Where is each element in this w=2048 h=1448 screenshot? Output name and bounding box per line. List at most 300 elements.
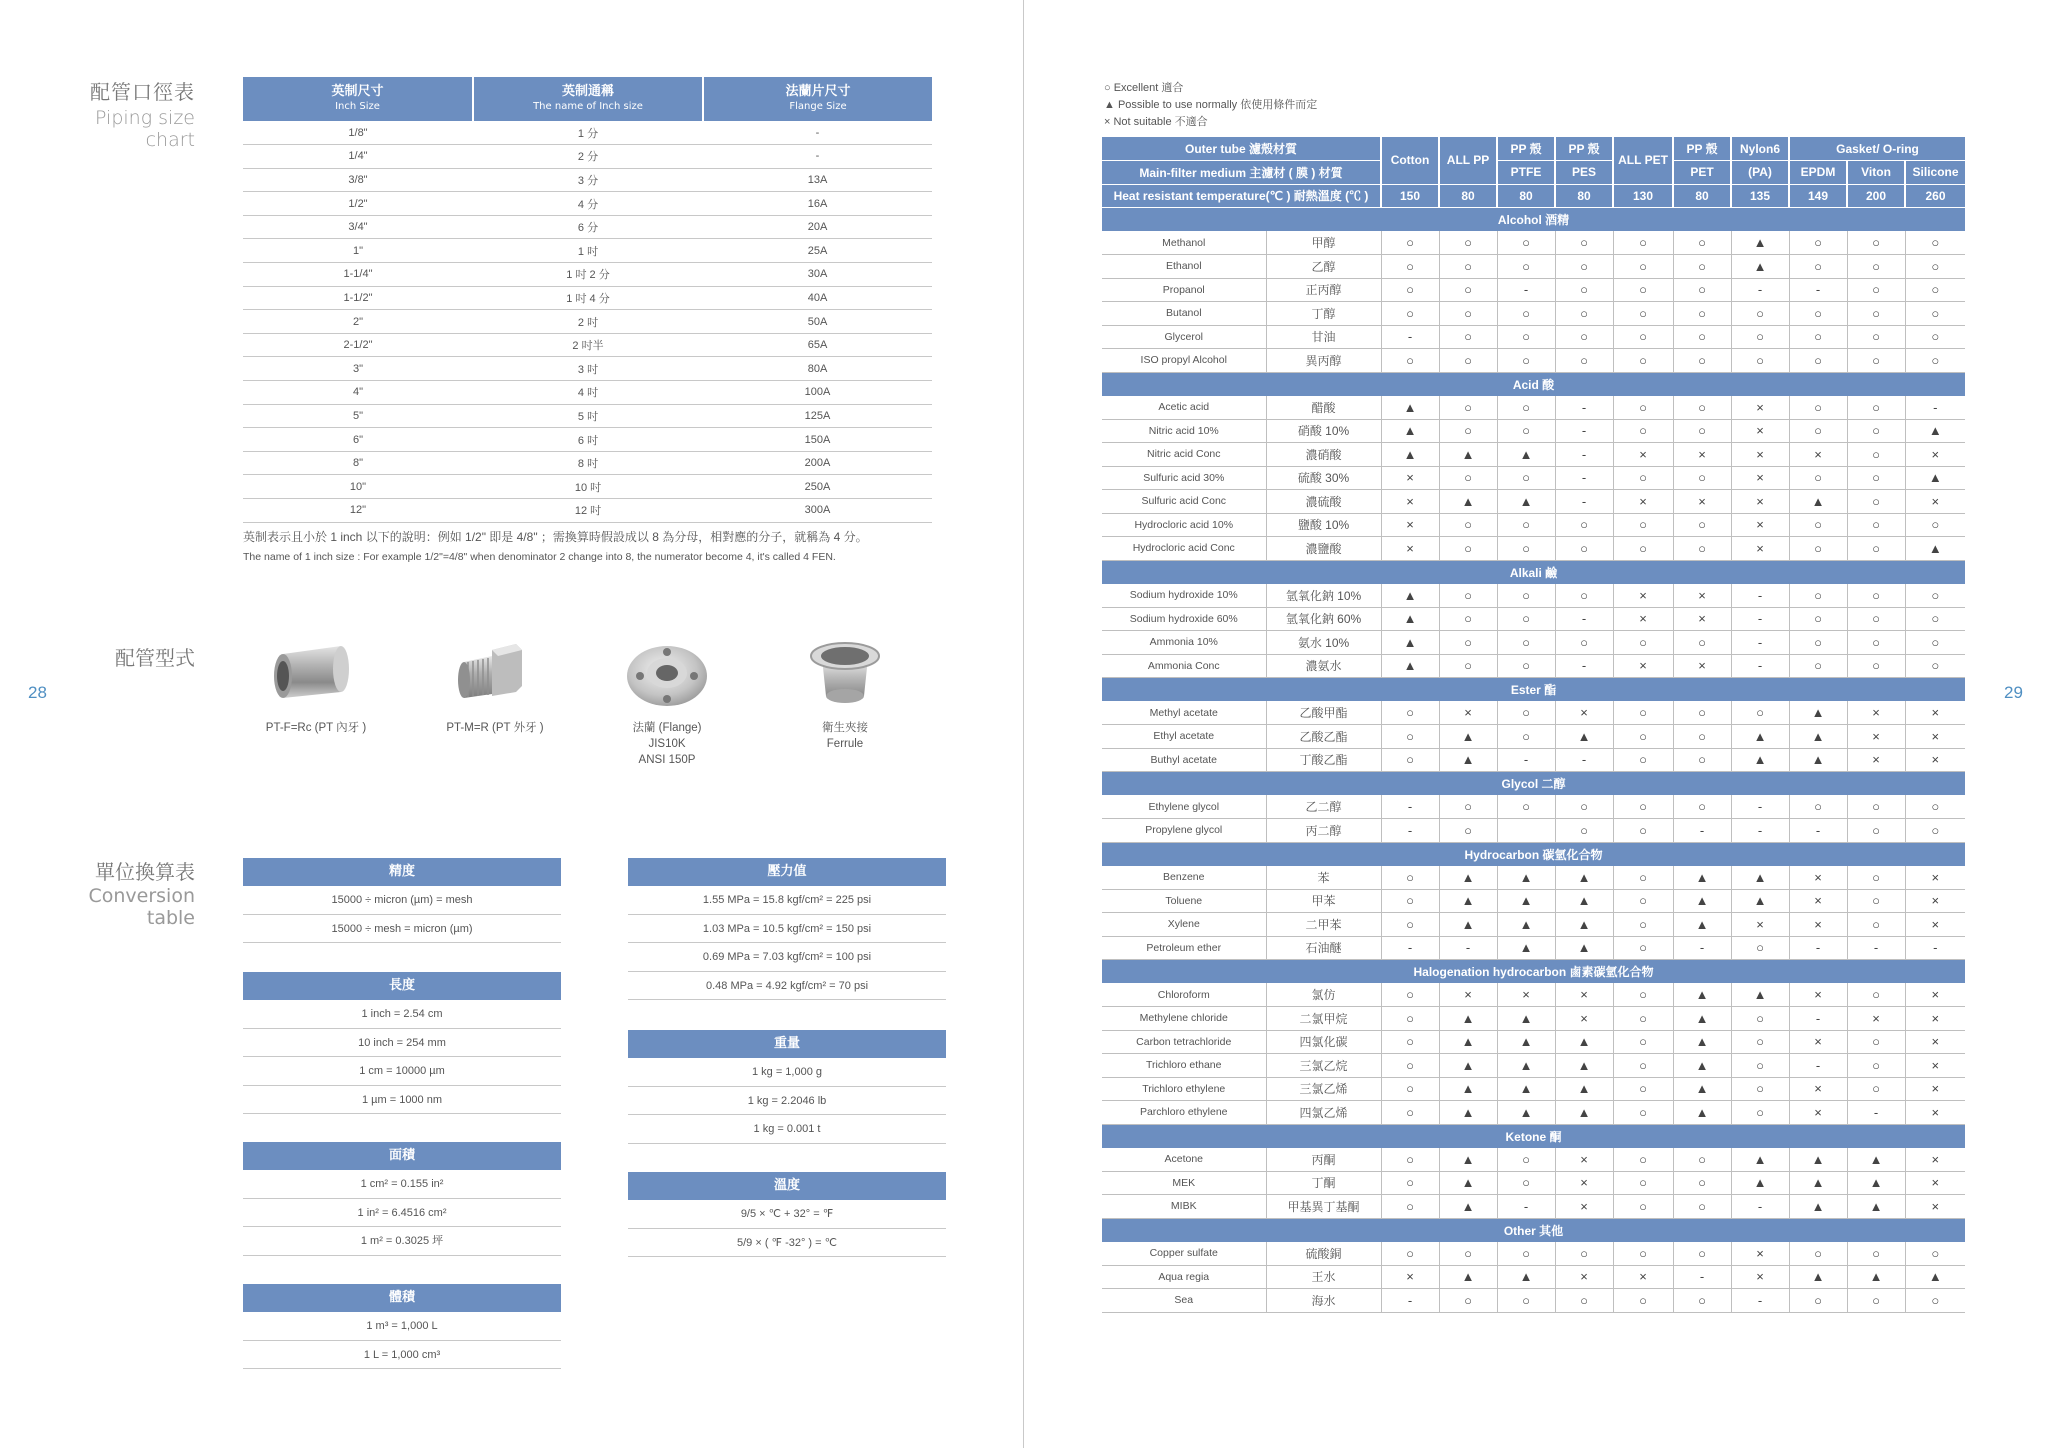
compatibility-cell: ▲ bbox=[1789, 701, 1847, 725]
compatibility-cell: ○ bbox=[1731, 701, 1789, 725]
chemical-name-en: Toluene bbox=[1102, 889, 1266, 913]
compatibility-cell: ○ bbox=[1381, 231, 1439, 255]
compatibility-cell: ○ bbox=[1439, 255, 1497, 279]
compatibility-cell: × bbox=[1497, 983, 1555, 1007]
piping-header-zh: 英制通稱 bbox=[561, 84, 614, 99]
temperature-value: 260 bbox=[1905, 184, 1965, 208]
compatibility-cell: ○ bbox=[1613, 866, 1673, 890]
compatibility-cell: ○ bbox=[1847, 396, 1905, 420]
compatibility-cell: ○ bbox=[1381, 278, 1439, 302]
compatibility-cell: ○ bbox=[1613, 1195, 1673, 1219]
main-filter-label: Main-filter medium 主濾材 ( 膜 ) 材質 bbox=[1102, 161, 1381, 185]
compatibility-cell: ○ bbox=[1439, 607, 1497, 631]
table-row bbox=[1102, 725, 1965, 749]
legend-symbol: × bbox=[1104, 116, 1114, 128]
table-cell: 3 分 bbox=[473, 168, 703, 192]
compatibility-cell: ▲ bbox=[1381, 607, 1439, 631]
compatibility-cell: ▲ bbox=[1555, 1054, 1613, 1078]
chemical-compatibility-table bbox=[1102, 137, 1965, 1313]
table-row bbox=[1102, 1101, 1965, 1125]
compatibility-cell: × bbox=[1731, 466, 1789, 490]
compatibility-cell: ○ bbox=[1497, 631, 1555, 655]
compatibility-cell: ○ bbox=[1673, 302, 1731, 326]
compatibility-cell: ○ bbox=[1381, 889, 1439, 913]
compatibility-cell: ○ bbox=[1439, 419, 1497, 443]
legend-text: Excellent 適合 bbox=[1113, 82, 1184, 94]
compatibility-cell: - bbox=[1381, 325, 1439, 349]
compatibility-cell: ○ bbox=[1847, 654, 1905, 678]
compatibility-cell: - bbox=[1905, 396, 1965, 420]
table-row bbox=[243, 333, 932, 357]
compatibility-cell: × bbox=[1789, 443, 1847, 467]
chemical-name-en: Benzene bbox=[1102, 866, 1266, 890]
chemical-name-zh: 甲苯 bbox=[1266, 889, 1381, 913]
compatibility-cell: ○ bbox=[1847, 1242, 1905, 1266]
table-row bbox=[243, 310, 932, 334]
compatibility-cell: ○ bbox=[1613, 1171, 1673, 1195]
compatibility-cell: ○ bbox=[1613, 1148, 1673, 1172]
table-cell: 1" bbox=[243, 239, 473, 263]
compatibility-cell: × bbox=[1789, 983, 1847, 1007]
compatibility-cell: ▲ bbox=[1497, 1265, 1555, 1289]
table-row bbox=[1102, 419, 1965, 443]
chem-header-row-1 bbox=[1102, 137, 1965, 161]
compatibility-cell: ○ bbox=[1381, 349, 1439, 373]
piping-size-table bbox=[243, 77, 932, 523]
table-cell: 2-1/2" bbox=[243, 333, 473, 357]
compatibility-cell: - bbox=[1731, 278, 1789, 302]
chemical-name-zh: 乙醇 bbox=[1266, 255, 1381, 279]
conversion-row: 1 m³ = 1,000 L bbox=[243, 1312, 561, 1341]
compatibility-cell: ▲ bbox=[1731, 231, 1789, 255]
conversion-row: 0.69 MPa = 7.03 kgf/cm² = 100 psi bbox=[628, 943, 946, 972]
compatibility-cell: ○ bbox=[1555, 631, 1613, 655]
compatibility-cell: ○ bbox=[1789, 325, 1847, 349]
compatibility-cell: × bbox=[1789, 866, 1847, 890]
compatibility-cell: ○ bbox=[1439, 513, 1497, 537]
compatibility-cell: × bbox=[1905, 1171, 1965, 1195]
filter-column-header: PP 殼 bbox=[1673, 137, 1731, 161]
table-cell: 1 吋 4 分 bbox=[473, 286, 703, 310]
chemical-name-zh: 苯 bbox=[1266, 866, 1381, 890]
compatibility-cell: ▲ bbox=[1497, 1101, 1555, 1125]
table-cell: 3" bbox=[243, 357, 473, 381]
compatibility-cell: ▲ bbox=[1673, 889, 1731, 913]
table-cell: 25A bbox=[703, 239, 932, 263]
compatibility-cell: ○ bbox=[1673, 325, 1731, 349]
table-cell: 16A bbox=[703, 192, 932, 216]
compatibility-cell: ○ bbox=[1673, 231, 1731, 255]
compatibility-cell: ▲ bbox=[1789, 490, 1847, 514]
category-row bbox=[1102, 1124, 1965, 1148]
conversion-row: 1 m² = 0.3025 坪 bbox=[243, 1227, 561, 1256]
table-cell: 1-1/4" bbox=[243, 263, 473, 287]
compatibility-cell: ○ bbox=[1789, 1289, 1847, 1313]
chemical-name-en: Carbon tetrachloride bbox=[1102, 1030, 1266, 1054]
chemical-name-en: Parchloro ethylene bbox=[1102, 1101, 1266, 1125]
chemical-name-zh: 丙二醇 bbox=[1266, 819, 1381, 843]
filter-column-header: PP 殼 bbox=[1497, 137, 1555, 161]
table-row bbox=[243, 357, 932, 381]
compatibility-cell: - bbox=[1673, 936, 1731, 960]
compatibility-cell: ○ bbox=[1497, 1148, 1555, 1172]
conversion-row: 1 in² = 6.4516 cm² bbox=[243, 1199, 561, 1228]
compatibility-cell: ○ bbox=[1439, 278, 1497, 302]
compatibility-cell: ○ bbox=[1789, 396, 1847, 420]
conversion-row: 1 µm = 1000 nm bbox=[243, 1086, 561, 1115]
chemical-name-zh: 三氯乙烷 bbox=[1266, 1054, 1381, 1078]
compatibility-cell: ○ bbox=[1673, 1148, 1731, 1172]
chemical-name-en: Methylene chloride bbox=[1102, 1007, 1266, 1031]
table-row bbox=[1102, 466, 1965, 490]
conversion-weight bbox=[628, 1030, 946, 1144]
table-row bbox=[1102, 936, 1965, 960]
compatibility-cell: × bbox=[1731, 537, 1789, 561]
compatibility-legend bbox=[1104, 80, 1317, 131]
compatibility-cell: ▲ bbox=[1555, 913, 1613, 937]
gasket-column-header: Silicone bbox=[1905, 161, 1965, 185]
fitting-male-thread bbox=[410, 636, 580, 736]
table-row bbox=[1102, 1242, 1965, 1266]
compatibility-cell: ○ bbox=[1847, 1077, 1905, 1101]
compatibility-cell: ○ bbox=[1555, 819, 1613, 843]
conversion-row: 1 kg = 2.2046 lb bbox=[628, 1087, 946, 1116]
compatibility-cell: ▲ bbox=[1381, 584, 1439, 608]
compatibility-cell: × bbox=[1613, 1265, 1673, 1289]
filter-column-header: ALL PP bbox=[1439, 137, 1497, 184]
compatibility-cell: × bbox=[1905, 490, 1965, 514]
compatibility-cell: ○ bbox=[1555, 349, 1613, 373]
table-row bbox=[243, 499, 932, 523]
compatibility-cell: ▲ bbox=[1555, 1101, 1613, 1125]
compatibility-cell: ▲ bbox=[1439, 913, 1497, 937]
compatibility-cell: ○ bbox=[1439, 584, 1497, 608]
table-cell: 3 吋 bbox=[473, 357, 703, 381]
chemical-name-zh: 乙酸乙酯 bbox=[1266, 725, 1381, 749]
compatibility-cell: ○ bbox=[1381, 1101, 1439, 1125]
conversion-header: 體積 bbox=[243, 1284, 561, 1312]
compatibility-cell: ○ bbox=[1497, 302, 1555, 326]
chemical-name-zh: 甲醇 bbox=[1266, 231, 1381, 255]
compatibility-cell: ○ bbox=[1381, 1054, 1439, 1078]
compatibility-cell: ▲ bbox=[1497, 913, 1555, 937]
compatibility-cell: ○ bbox=[1789, 631, 1847, 655]
table-row bbox=[243, 168, 932, 192]
compatibility-cell: ○ bbox=[1905, 654, 1965, 678]
compatibility-cell: ○ bbox=[1673, 396, 1731, 420]
compatibility-cell: × bbox=[1439, 983, 1497, 1007]
compatibility-cell: ○ bbox=[1381, 701, 1439, 725]
compatibility-cell: ○ bbox=[1613, 1077, 1673, 1101]
table-cell: 1/2" bbox=[243, 192, 473, 216]
compatibility-cell: ○ bbox=[1439, 537, 1497, 561]
compatibility-cell: ○ bbox=[1789, 537, 1847, 561]
compatibility-cell: ○ bbox=[1847, 349, 1905, 373]
compatibility-cell: ○ bbox=[1731, 1101, 1789, 1125]
compatibility-cell: ○ bbox=[1731, 1054, 1789, 1078]
category-row bbox=[1102, 372, 1965, 396]
compatibility-cell: ▲ bbox=[1497, 443, 1555, 467]
filter-sub-header: PES bbox=[1555, 161, 1613, 185]
compatibility-cell: ○ bbox=[1381, 1077, 1439, 1101]
compatibility-cell: ○ bbox=[1673, 1195, 1731, 1219]
chemical-name-en: Propanol bbox=[1102, 278, 1266, 302]
chemical-name-zh: 甲基異丁基酮 bbox=[1266, 1195, 1381, 1219]
compatibility-cell: × bbox=[1673, 607, 1731, 631]
category-name: Other 其他 bbox=[1102, 1218, 1965, 1242]
compatibility-cell: ○ bbox=[1613, 1242, 1673, 1266]
table-cell: 6" bbox=[243, 428, 473, 452]
filter-sub-header: (PA) bbox=[1731, 161, 1789, 185]
chemical-name-zh: 石油醚 bbox=[1266, 936, 1381, 960]
compatibility-cell: ○ bbox=[1847, 983, 1905, 1007]
compatibility-cell: ○ bbox=[1847, 443, 1905, 467]
table-row bbox=[1102, 349, 1965, 373]
chemical-name-en: Acetone bbox=[1102, 1148, 1266, 1172]
compatibility-cell: × bbox=[1613, 443, 1673, 467]
category-name: Alkali 鹼 bbox=[1102, 560, 1965, 584]
piping-header-en: Inch Size bbox=[335, 101, 380, 112]
table-row bbox=[243, 121, 932, 145]
chemical-name-en: Aqua regia bbox=[1102, 1265, 1266, 1289]
compatibility-cell: ○ bbox=[1847, 913, 1905, 937]
compatibility-cell bbox=[1497, 819, 1555, 843]
compatibility-cell: × bbox=[1731, 419, 1789, 443]
piping-column-header bbox=[243, 77, 473, 121]
compatibility-cell: × bbox=[1381, 490, 1439, 514]
compatibility-cell: ○ bbox=[1847, 607, 1905, 631]
compatibility-cell: ○ bbox=[1497, 255, 1555, 279]
compatibility-cell: ▲ bbox=[1497, 866, 1555, 890]
compatibility-cell: ○ bbox=[1497, 584, 1555, 608]
compatibility-cell: ▲ bbox=[1731, 866, 1789, 890]
conversion-header: 溫度 bbox=[628, 1172, 946, 1200]
compatibility-cell: ○ bbox=[1905, 607, 1965, 631]
temperature-value: 80 bbox=[1555, 184, 1613, 208]
temperature-value: 130 bbox=[1613, 184, 1673, 208]
compatibility-cell: - bbox=[1555, 443, 1613, 467]
compatibility-cell: - bbox=[1731, 654, 1789, 678]
compatibility-cell: × bbox=[1613, 607, 1673, 631]
compatibility-cell: ▲ bbox=[1673, 1077, 1731, 1101]
compatibility-cell: ○ bbox=[1613, 795, 1673, 819]
conversion-section-title bbox=[40, 856, 195, 929]
compatibility-cell: ○ bbox=[1613, 1054, 1673, 1078]
table-row bbox=[243, 428, 932, 452]
compatibility-cell: × bbox=[1731, 396, 1789, 420]
compatibility-cell: × bbox=[1905, 913, 1965, 937]
chemical-name-en: Ethanol bbox=[1102, 255, 1266, 279]
table-row bbox=[243, 404, 932, 428]
compatibility-cell: ○ bbox=[1731, 1077, 1789, 1101]
chemical-name-en: Ammonia 10% bbox=[1102, 631, 1266, 655]
table-cell: 4 分 bbox=[473, 192, 703, 216]
conversion-area bbox=[243, 1142, 561, 1256]
compatibility-cell: ○ bbox=[1847, 325, 1905, 349]
compatibility-cell: ○ bbox=[1847, 490, 1905, 514]
legend-symbol: ○ bbox=[1104, 82, 1114, 94]
compatibility-cell: ▲ bbox=[1555, 1030, 1613, 1054]
chemical-name-en: Buthyl acetate bbox=[1102, 748, 1266, 772]
table-row bbox=[243, 475, 932, 499]
conversion-row: 1.55 MPa = 15.8 kgf/cm² = 225 psi bbox=[628, 886, 946, 915]
compatibility-cell: ○ bbox=[1497, 231, 1555, 255]
compatibility-cell: ○ bbox=[1497, 1289, 1555, 1313]
compatibility-cell: ○ bbox=[1497, 701, 1555, 725]
compatibility-cell: ○ bbox=[1613, 701, 1673, 725]
chemical-name-en: Sodium hydroxide 10% bbox=[1102, 584, 1266, 608]
conversion-row: 9/5 × ℃ + 32° = ℉ bbox=[628, 1200, 946, 1229]
compatibility-cell: ○ bbox=[1673, 278, 1731, 302]
compatibility-cell: ○ bbox=[1905, 255, 1965, 279]
compatibility-cell: - bbox=[1555, 607, 1613, 631]
category-name: Alcohol 酒精 bbox=[1102, 208, 1965, 232]
compatibility-cell: × bbox=[1905, 701, 1965, 725]
chem-header-row-2 bbox=[1102, 161, 1965, 185]
compatibility-cell: ○ bbox=[1613, 913, 1673, 937]
fitting-ferrule bbox=[760, 636, 930, 752]
chemical-name-en: Trichloro ethane bbox=[1102, 1054, 1266, 1078]
compatibility-cell: × bbox=[1613, 490, 1673, 514]
fitting-sub1: Ferrule bbox=[826, 738, 864, 750]
compatibility-cell: ○ bbox=[1673, 419, 1731, 443]
compatibility-cell: ○ bbox=[1555, 513, 1613, 537]
compatibility-cell: × bbox=[1731, 1265, 1789, 1289]
table-row bbox=[1102, 325, 1965, 349]
piping-header-zh: 英制尺寸 bbox=[331, 84, 384, 99]
table-row bbox=[1102, 231, 1965, 255]
compatibility-cell: ▲ bbox=[1731, 255, 1789, 279]
gasket-header: Gasket/ O-ring bbox=[1789, 137, 1965, 161]
compatibility-cell: ▲ bbox=[1497, 1007, 1555, 1031]
table-cell: 2 吋 bbox=[473, 310, 703, 334]
table-row bbox=[1102, 1289, 1965, 1313]
compatibility-cell: - bbox=[1847, 1101, 1905, 1125]
compatibility-cell: ○ bbox=[1381, 1242, 1439, 1266]
compatibility-cell: ○ bbox=[1847, 255, 1905, 279]
compatibility-cell: ○ bbox=[1731, 349, 1789, 373]
compatibility-cell: ○ bbox=[1555, 1289, 1613, 1313]
compatibility-cell: × bbox=[1381, 1265, 1439, 1289]
compatibility-cell: × bbox=[1905, 748, 1965, 772]
compatibility-cell: ○ bbox=[1789, 513, 1847, 537]
compatibility-cell: ○ bbox=[1847, 1030, 1905, 1054]
chemical-name-en: Chloroform bbox=[1102, 983, 1266, 1007]
chemical-name-zh: 氫氧化鈉 10% bbox=[1266, 584, 1381, 608]
compatibility-cell: ○ bbox=[1439, 231, 1497, 255]
compatibility-cell: × bbox=[1847, 701, 1905, 725]
compatibility-cell: ▲ bbox=[1673, 1101, 1731, 1125]
table-row bbox=[1102, 513, 1965, 537]
compatibility-cell: ▲ bbox=[1789, 1265, 1847, 1289]
table-cell: 10" bbox=[243, 475, 473, 499]
compatibility-cell: × bbox=[1731, 913, 1789, 937]
compatibility-cell: ▲ bbox=[1847, 1195, 1905, 1219]
compatibility-cell: ○ bbox=[1613, 819, 1673, 843]
compatibility-cell: × bbox=[1439, 701, 1497, 725]
compatibility-cell: ○ bbox=[1497, 725, 1555, 749]
compatibility-cell: ▲ bbox=[1731, 725, 1789, 749]
compatibility-cell: ○ bbox=[1613, 889, 1673, 913]
conversion-row: 1 kg = 0.001 t bbox=[628, 1115, 946, 1144]
table-row bbox=[243, 192, 932, 216]
legend-item bbox=[1104, 80, 1317, 97]
compatibility-cell: ○ bbox=[1439, 302, 1497, 326]
compatibility-cell: × bbox=[1731, 1242, 1789, 1266]
chemical-name-zh: 異丙醇 bbox=[1266, 349, 1381, 373]
category-row bbox=[1102, 678, 1965, 702]
category-name: Acid 酸 bbox=[1102, 372, 1965, 396]
compatibility-cell: ○ bbox=[1789, 584, 1847, 608]
compatibility-cell: ○ bbox=[1613, 1030, 1673, 1054]
chemical-name-en: Ethylene glycol bbox=[1102, 795, 1266, 819]
chemical-name-zh: 醋酸 bbox=[1266, 396, 1381, 420]
compatibility-cell: ○ bbox=[1731, 325, 1789, 349]
compatibility-cell: ○ bbox=[1613, 325, 1673, 349]
compatibility-cell: × bbox=[1905, 443, 1965, 467]
compatibility-cell: ○ bbox=[1847, 537, 1905, 561]
conversion-header: 面積 bbox=[243, 1142, 561, 1170]
compatibility-cell: ▲ bbox=[1497, 490, 1555, 514]
compatibility-cell: ▲ bbox=[1439, 443, 1497, 467]
gasket-column-header: Viton bbox=[1847, 161, 1905, 185]
conversion-row: 15000 ÷ mesh = micron (µm) bbox=[243, 915, 561, 944]
compatibility-cell: ○ bbox=[1905, 631, 1965, 655]
table-row bbox=[1102, 866, 1965, 890]
fittings-section-title bbox=[40, 642, 195, 671]
compatibility-cell: ○ bbox=[1381, 1030, 1439, 1054]
compatibility-cell: - bbox=[1381, 795, 1439, 819]
chemical-name-en: Sulfuric acid Conc bbox=[1102, 490, 1266, 514]
compatibility-cell: - bbox=[1555, 748, 1613, 772]
compatibility-cell: ○ bbox=[1847, 466, 1905, 490]
table-row bbox=[1102, 1195, 1965, 1219]
compatibility-cell: ○ bbox=[1613, 302, 1673, 326]
table-row bbox=[1102, 1007, 1965, 1031]
fitting-name: PT-F=Rc (PT 內牙 ) bbox=[265, 722, 367, 734]
page-gutter bbox=[1023, 0, 1024, 1448]
compatibility-cell: ○ bbox=[1381, 725, 1439, 749]
compatibility-cell: × bbox=[1905, 1007, 1965, 1031]
table-cell: 20A bbox=[703, 215, 932, 239]
piping-table-header bbox=[243, 77, 932, 121]
chemical-name-en: Ethyl acetate bbox=[1102, 725, 1266, 749]
compatibility-cell: × bbox=[1555, 1265, 1613, 1289]
table-cell: 200A bbox=[703, 451, 932, 475]
compatibility-cell: - bbox=[1555, 490, 1613, 514]
compatibility-cell: ○ bbox=[1381, 1195, 1439, 1219]
table-cell: 1-1/2" bbox=[243, 286, 473, 310]
compatibility-cell: ○ bbox=[1789, 795, 1847, 819]
table-row bbox=[1102, 654, 1965, 678]
chemical-name-en: Hydrocloric acid Conc bbox=[1102, 537, 1266, 561]
compatibility-cell: × bbox=[1555, 701, 1613, 725]
table-cell: 150A bbox=[703, 428, 932, 452]
compatibility-cell: ▲ bbox=[1905, 466, 1965, 490]
male-thread-nipple-icon bbox=[450, 636, 540, 708]
table-cell: 5" bbox=[243, 404, 473, 428]
compatibility-cell: ○ bbox=[1731, 1030, 1789, 1054]
compatibility-cell: ▲ bbox=[1439, 1101, 1497, 1125]
table-row bbox=[1102, 1171, 1965, 1195]
compatibility-cell: ▲ bbox=[1439, 1077, 1497, 1101]
compatibility-cell: ○ bbox=[1613, 1101, 1673, 1125]
compatibility-cell: ○ bbox=[1613, 983, 1673, 1007]
chemical-name-zh: 乙酸甲酯 bbox=[1266, 701, 1381, 725]
compatibility-cell: ▲ bbox=[1497, 1054, 1555, 1078]
filter-column-header: Cotton bbox=[1381, 137, 1439, 184]
compatibility-cell: ▲ bbox=[1497, 936, 1555, 960]
